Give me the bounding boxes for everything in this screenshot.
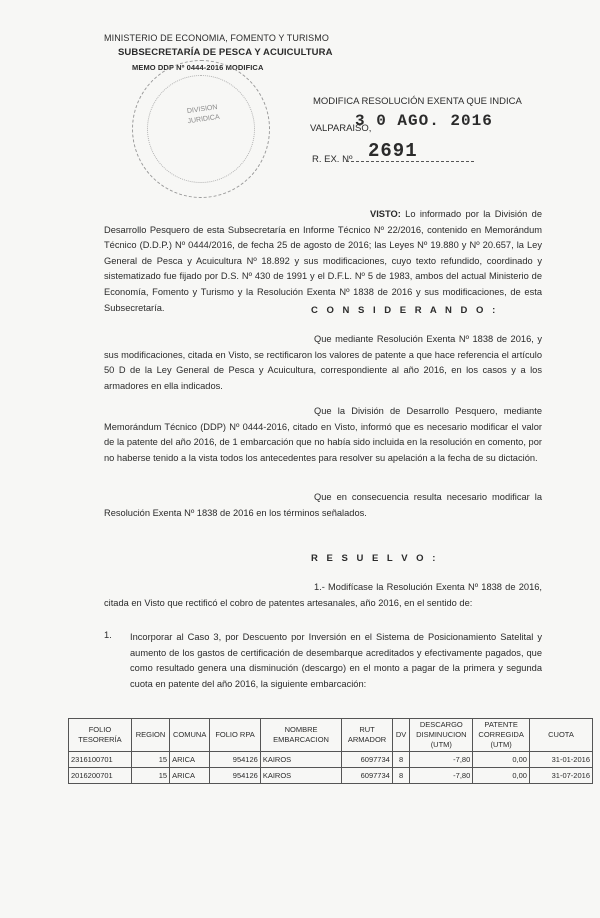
cell-dv: 8: [392, 752, 410, 768]
col-descargo: DESCARGO DISMINUCION (UTM): [410, 719, 473, 752]
cell-comuna: ARICA: [170, 752, 210, 768]
considerando-paragraph-2: Que la División de Desarrollo Pesquero, mediante Memorándum Técnico (DDP) Nº 0444-2016, citado en Visto, informó que es necesario modificar el valor de la patente del año 2016, de 1 embarcación que no había sido incluida en la resolución en comento, por no haberse tenido a la vista todos los antecedentes para resolver su apelación a la fecha de su dictación.: [104, 406, 542, 463]
city-label: VALPARAISO,: [310, 123, 372, 134]
considerando-heading: C O N S I D E R A N D O :: [311, 305, 499, 316]
cell-patente-corregida: 0,00: [473, 752, 530, 768]
list-item-number: 1.: [104, 630, 112, 640]
resuelvo-paragraph-1: 1.- Modifícase la Resolución Exenta Nº 1838 de 2016, citada en Visto que rectificó el cobro de patentes artesanales, año 2016, en el sentido de:: [104, 582, 542, 608]
col-dv: DV: [392, 719, 410, 752]
cell-nombre-embarcacion: KAIROS: [260, 768, 341, 784]
cell-patente-corregida: 0,00: [473, 768, 530, 784]
table-row: [69, 768, 593, 784]
col-nombre-embarcacion: NOMBRE EMBARCACION: [260, 719, 341, 752]
cell-region: 15: [131, 752, 169, 768]
resuelvo-heading: R E S U E L V O :: [311, 553, 439, 564]
visto-text: Lo informado por la División de Desarrollo Pesquero de esta Subsecretaría en Informe Técnico Nº 22/2016, contenido en Memorándum Técnico (D.D.P.) Nº 0444/2016, de fecha 25 de agosto de 2016; las Leyes Nº 19.880 y Nº 20.657, la Ley General de Pesca y Acuicultura Nº 18.892 y sus modificaciones, cuyo texto refundido, coordinado y sistematizado fue fijado por D.S. Nº 430 de 1991 y el D.F.L. Nº 5 de 1983, ambos del actual Ministerio de Economía, Fomento y Turismo y la Resolución Exenta Nº 1838 de 2016 y sus modificaciones, de esta Subsecretaría.: [104, 209, 542, 313]
col-region: REGION: [131, 719, 169, 752]
vessel-table: [68, 718, 593, 784]
ministry-name: MINISTERIO DE ECONOMIA, FOMENTO Y TURISMO: [104, 33, 329, 43]
rex-label: R. EX. Nº: [312, 154, 353, 165]
cell-descargo: -7,80: [410, 752, 473, 768]
col-folio-rpa: FOLIO RPA: [210, 719, 261, 752]
official-seal-stamp: [132, 60, 270, 198]
cell-dv: 8: [392, 768, 410, 784]
considerando-paragraph-1: Que mediante Resolución Exenta Nº 1838 de 2016, y sus modificaciones, citada en Visto, se rectificaron los valores de patente a que hace referencia el artículo 50 D de la Ley General de Pesca y Acuicultura, correspondiente al año 2016, en los casos y a los armadores en ella indicados.: [104, 334, 542, 391]
cell-folio-tesoreria: 2016200701: [69, 768, 132, 784]
visto-label: VISTO:: [370, 209, 401, 219]
considerando-paragraph-3: Que en consecuencia resulta necesario modificar la Resolución Exenta Nº 1838 de 2016 en los términos señalados.: [104, 492, 542, 518]
cell-folio-rpa: 954126: [210, 752, 261, 768]
rex-number: 2691: [368, 140, 418, 162]
cell-rut-armador: 6097734: [342, 768, 393, 784]
col-comuna: COMUNA: [170, 719, 210, 752]
cell-cuota: 31-07-2016: [529, 768, 592, 784]
table-row: [69, 752, 593, 768]
date-stamp: 3 0 AGO. 2016: [355, 112, 493, 130]
cell-rut-armador: 6097734: [342, 752, 393, 768]
resolution-subject: MODIFICA RESOLUCIÓN EXENTA QUE INDICA: [313, 96, 522, 107]
cell-nombre-embarcacion: KAIROS: [260, 752, 341, 768]
visto-paragraph: [104, 207, 542, 316]
seal-text: DIVISION JURIDICA: [186, 103, 221, 126]
col-rut-armador: RUT ARMADOR: [342, 719, 393, 752]
resuelvo-item-1: Incorporar al Caso 3, por Descuento por Inversión en el Sistema de Posicionamiento Satelital y aumento de los gastos de certificación de desembarque acreditados y efectivamente pagados, que como resultado genera una disminución (descargo) en el monto a pagar de la primera y segunda cuota en patente del año 2016, la siguiente embarcación:: [130, 632, 542, 689]
col-folio-tesoreria: FOLIO TESORERÍA: [69, 719, 132, 752]
col-cuota: CUOTA: [529, 719, 592, 752]
cell-region: 15: [131, 768, 169, 784]
cell-folio-tesoreria: 2316100701: [69, 752, 132, 768]
cell-cuota: 31-01-2016: [529, 752, 592, 768]
col-patente-corregida: PATENTE CORREGIDA (UTM): [473, 719, 530, 752]
cell-descargo: -7,80: [410, 768, 473, 784]
cell-folio-rpa: 954126: [210, 768, 261, 784]
memo-reference: MEMO DDP Nº 0444-2016 MODIFICA: [132, 63, 264, 72]
undersecretariat-name: SUBSECRETARÍA DE PESCA Y ACUICULTURA: [118, 47, 333, 58]
table-header-row: [69, 719, 593, 752]
cell-comuna: ARICA: [170, 768, 210, 784]
